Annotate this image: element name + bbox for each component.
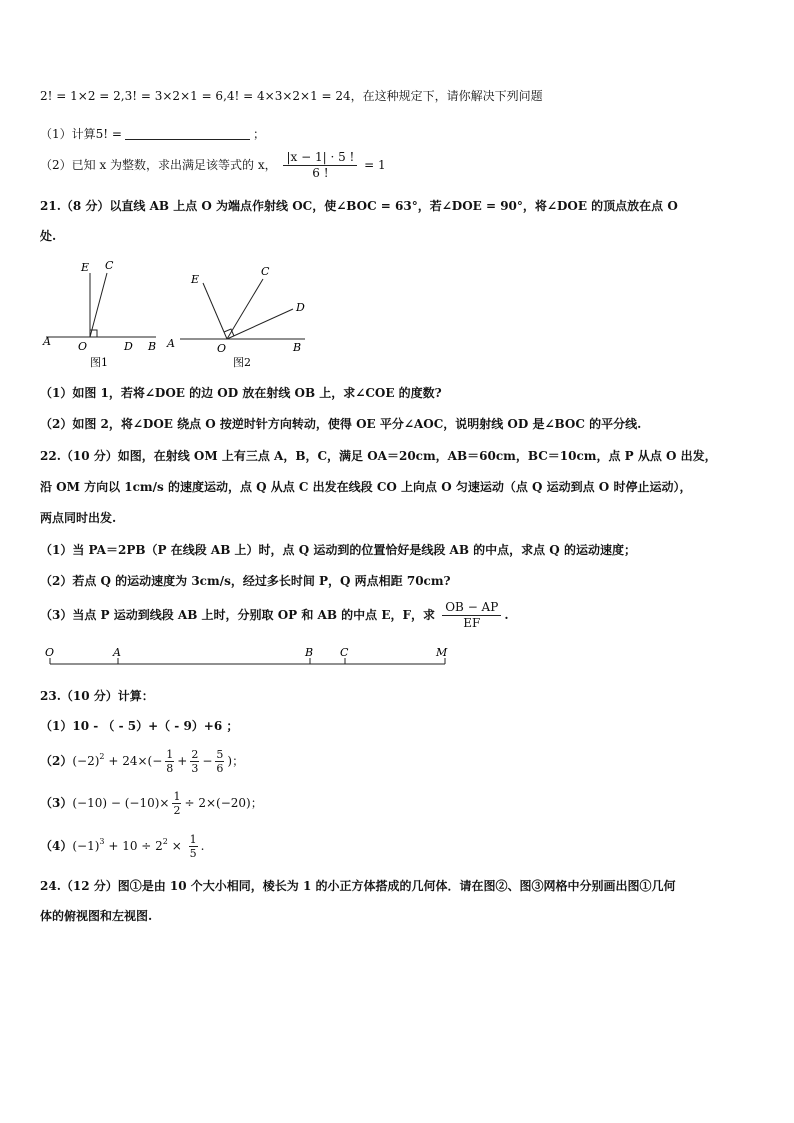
fraction <box>172 790 181 817</box>
intro-part2-rhs: = 1 <box>364 158 386 172</box>
part-label: （2） <box>40 754 73 768</box>
label-C: C <box>105 259 114 272</box>
q22-part1: （1）当 PA＝2PB（P 在线段 AB 上）时，点 Q 运动到的位置恰好是线段 AB 的中点，求点 Q 的运动速度； <box>40 543 636 557</box>
intro-part2-fraction <box>283 150 357 181</box>
label-A: A <box>167 337 175 350</box>
q21-part2: （2）如图 2，将∠DOE 绕点 O 按逆时针方向转动，使得 OE 平分∠AOC，说明射线 OD 是∠BOC 的平分线. <box>40 417 642 431</box>
fraction-numerator: 1 <box>173 790 181 803</box>
fraction-denominator: EF <box>463 616 481 630</box>
label-B: B <box>293 341 302 354</box>
figure-1-caption: 图1 <box>90 356 108 369</box>
q22-line3: 两点同时出发. <box>40 511 117 525</box>
label-A: A <box>43 335 51 348</box>
fraction-denominator: 5 <box>189 847 197 860</box>
q22-title: 22.（10 分）如图，在射线 OM 上有三点 A，B，C，满足 OA＝20cm，AB＝60cm，BC＝10cm，点 P 从点 O 出发， <box>40 449 717 463</box>
q22-part3-text: （3）当点 P 运动到线段 AB 上时，分别取 OP 和 AB 的中点 E，F，求 <box>40 608 436 622</box>
label-E: E <box>191 273 200 286</box>
fraction <box>215 748 224 775</box>
expr-text: + 24×(− <box>104 754 163 768</box>
label-B: B <box>148 340 157 353</box>
q21-part1: （1）如图 1，若将∠DOE 的边 OD 放在射线 OB 上，求∠COE 的度数? <box>40 386 442 400</box>
operator: × <box>167 839 186 853</box>
q22-part2: （2）若点 Q 的运动速度为 3cm/s，经过多长时间 P，Q 两点相距 70cm? <box>40 574 451 588</box>
operator: + <box>177 754 188 768</box>
intro-part1-suffix: ； <box>252 127 265 141</box>
label-C: C <box>261 265 270 278</box>
intro-part2-text: （2）已知 x 为整数，求出满足该等式的 x， <box>40 158 277 172</box>
q21-figure-1 <box>38 255 168 370</box>
q21-title: 21.（8 分）以直线 AB 上点 O 为端点作射线 OC，使∠BOC = 63°，若∠DOE = 90°，将∠DOE 的顶点放在点 O <box>40 199 678 213</box>
expr-exponent: 2 <box>162 837 168 846</box>
fraction-denominator: 8 <box>166 762 174 775</box>
answer-blank[interactable] <box>125 127 250 140</box>
expr-exponent: 3 <box>99 837 105 846</box>
label-D: D <box>296 301 305 314</box>
q21-figure-2 <box>165 255 315 370</box>
fraction-denominator: 6 <box>216 762 224 775</box>
q23-title: 23.（10 分）计算： <box>40 689 154 703</box>
intro-part1 <box>40 126 265 142</box>
expr-end: )； <box>227 754 245 768</box>
expr-base: (−1) <box>72 839 100 853</box>
part-label: （4） <box>40 839 73 853</box>
fraction-numerator: 2 <box>191 748 199 761</box>
part-label: （3） <box>40 796 73 810</box>
q22-part3-fraction <box>442 600 501 631</box>
q21-title-cont: 处. <box>40 229 57 243</box>
q22-part3-suffix: . <box>504 608 509 622</box>
expr-text: + 10 ÷ 2 <box>104 839 163 853</box>
q23-part3 <box>40 790 263 817</box>
fraction <box>190 748 199 775</box>
ray-label-M: M <box>436 646 448 659</box>
q22-ray-diagram <box>40 642 460 672</box>
ray-label-B: B <box>305 646 314 659</box>
label-E: E <box>81 261 90 274</box>
fraction-numerator: 1 <box>189 833 197 846</box>
fraction-denominator: 3 <box>191 762 199 775</box>
label-D: D <box>124 340 133 353</box>
expr-end: . <box>200 839 205 853</box>
q22-part3 <box>40 600 509 631</box>
ray-label-C: C <box>340 646 349 659</box>
fraction <box>189 833 198 860</box>
intro-part2 <box>40 150 386 181</box>
q22-line2: 沿 OM 方向以 1cm/s 的速度运动，点 Q 从点 C 出发在线段 CO 上向点 O 匀速运动（点 Q 运动到点 O 时停止运动）， <box>40 480 692 494</box>
operator: − <box>202 754 213 768</box>
ray-label-A: A <box>113 646 121 659</box>
q23-part1: （1）10 - （ - 5）+（ - 9）+6 ； <box>40 719 239 733</box>
expr-base: (−2) <box>72 754 100 768</box>
figure-2-caption: 图2 <box>233 356 251 369</box>
expr-exponent: 2 <box>99 752 105 761</box>
fraction <box>165 748 174 775</box>
ray-label-O: O <box>45 646 55 659</box>
fraction-numerator: 5 <box>216 748 224 761</box>
fraction-numerator: |x − 1| · 5 ! <box>283 150 357 166</box>
fraction-denominator: 2 <box>173 804 181 817</box>
q23-part2 <box>40 748 244 775</box>
intro-part1-text: （1）计算5! = <box>40 127 122 141</box>
fraction-numerator: OB − AP <box>442 600 501 616</box>
expr-text: ÷ 2×(−20)； <box>184 796 263 810</box>
q24-title: 24.（12 分）图①是由 10 个大小相同，棱长为 1 的小正方体搭成的几何体．请在图②、图③网格中分别画出图①几何 <box>40 879 676 893</box>
fraction-denominator: 6 ! <box>312 166 329 180</box>
expr-text: (−10) − (−10)× <box>72 796 170 810</box>
q24-line2: 体的俯视图和左视图. <box>40 909 153 923</box>
q23-part4 <box>40 833 204 860</box>
label-O: O <box>217 342 227 355</box>
intro-factorial-definition: 2! = 1×2 = 2,3! = 3×2×1 = 6,4! = 4×3×2×1 = 24，在这种规定下，请你解决下列问题 <box>40 89 543 103</box>
label-O: O <box>78 340 88 353</box>
fraction-numerator: 1 <box>166 748 174 761</box>
